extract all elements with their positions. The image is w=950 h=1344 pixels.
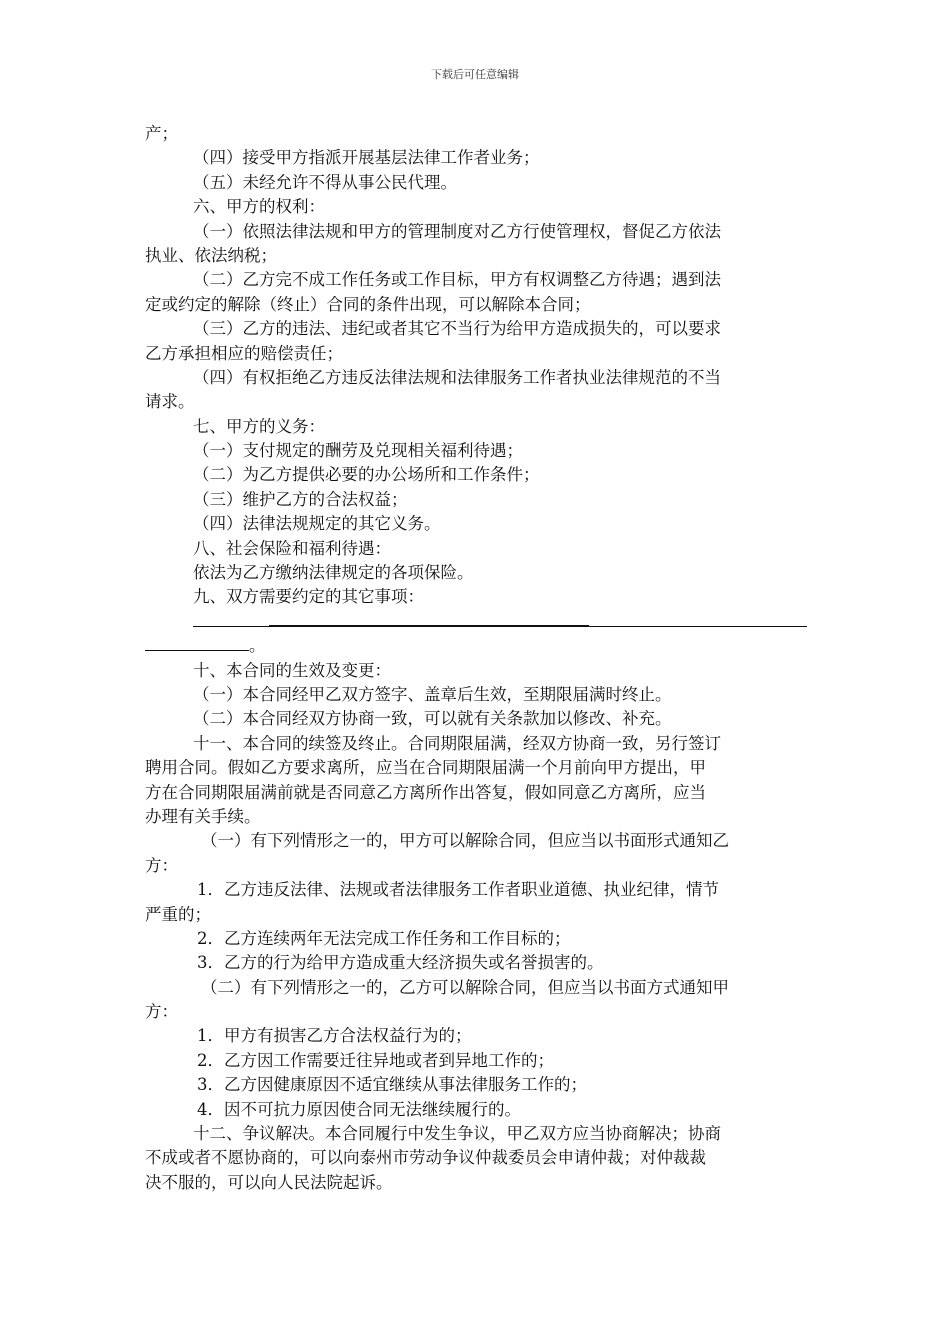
text-line: （一）依照法律法规和甲方的管理制度对乙方行使管理权，督促乙方依法 [193,221,721,241]
section-heading: 十一、本合同的续签及终止。合同期限届满，经双方协商一致，另行签订 [193,733,721,753]
text-line: 产； [145,124,178,143]
text-line: （一）支付规定的酬劳及兑现相关福利待遇； [193,441,523,461]
fill-in-blank-tail [145,634,807,658]
blank-tail-period: 。 [249,636,266,656]
text-line: （二）有下列情形之一的，乙方可以解除合同，但应当以书面方式通知甲 [201,977,729,997]
document-body [145,122,807,1195]
text-line: （二）乙方完不成工作任务或工作目标，甲方有权调整乙方待遇；遇到法 [193,270,721,290]
text-line: 定或约定的解除（终止）合同的条件出现，可以解除本合同； [145,294,591,314]
text-line: （五）未经允许不得从事公民代理。 [193,172,457,192]
text-line: 1．甲方有损害乙方合法权益行为的； [197,1026,472,1046]
text-line: 方： [145,855,178,875]
text-line: 2．乙方连续两年无法完成工作任务和工作目标的； [197,928,571,948]
text-line: 不成或者不愿协商的，可以向泰州市劳动争议仲裁委员会申请仲裁；对仲裁裁 [145,1148,706,1168]
text-line: 请求。 [145,392,195,412]
text-line: 4．因不可抗力原因使合同无法继续履行的。 [197,1099,521,1119]
text-line: 办理有关手续。 [145,806,261,826]
section-heading: 十、本合同的生效及变更： [193,660,391,680]
page-header: 下载后可任意编辑 [431,68,519,81]
text-line: （二）本合同经双方协商一致，可以就有关条款加以修改、补充。 [193,709,672,729]
text-line: 3．乙方的行为给甲方造成重大经济损失或名誉损害的。 [197,953,604,973]
section-heading: 六、甲方的权利： [193,197,325,217]
section-heading: 十二、争议解决。本合同履行中发生争议，甲乙双方应当协商解决；协商 [193,1124,721,1144]
section-heading: 九、双方需要约定的其它事项： [193,587,424,607]
blank-underline-thick [269,625,589,627]
text-line: （四）接受甲方指派开展基层法律工作者业务； [193,148,540,168]
text-line: 3．乙方因健康原因不适宜继续从事法律服务工作的； [197,1075,587,1095]
text-line: 乙方承担相应的赔偿责任； [145,343,343,363]
text-line: 2．乙方因工作需要迁往异地或者到异地工作的； [197,1050,554,1070]
text-line: 严重的； [145,904,211,924]
section-heading: 八、社会保险和福利待遇： [193,538,391,558]
blank-underline-tail [145,636,249,651]
text-line: 聘用合同。假如乙方要求离所，应当在合同期限届满一个月前向甲方提出，甲 [145,758,706,778]
fill-in-blank-line [145,610,807,634]
text-line: 方： [145,1002,178,1022]
text-line: （三）维护乙方的合法权益； [193,489,408,509]
text-line: （四）有权拒绝乙方违反法律法规和法律服务工作者执业法律规范的不当 [193,367,721,387]
text-line: （一）有下列情形之一的，甲方可以解除合同，但应当以书面形式通知乙 [201,831,729,851]
text-line: （一）本合同经甲乙双方签字、盖章后生效，至期限届满时终止。 [193,684,672,704]
text-line: （四）法律法规规定的其它义务。 [193,514,441,534]
text-line: （三）乙方的违法、违纪或者其它不当行为给甲方造成损失的，可以要求 [193,319,721,339]
text-line: 依法为乙方缴纳法律规定的各项保险。 [193,563,474,583]
text-line: 执业、依法纳税； [145,245,277,265]
text-line: 方在合同期限届满前就是否同意乙方离所作出答复，假如同意乙方离所，应当 [145,782,706,802]
text-line: 1．乙方违反法律、法规或者法律服务工作者职业道德、执业纪律，情节 [197,880,719,900]
text-line: 决不服的，可以向人民法院起诉。 [145,1172,393,1192]
section-heading: 七、甲方的义务： [193,416,325,436]
text-line: （二）为乙方提供必要的办公场所和工作条件； [193,465,540,485]
